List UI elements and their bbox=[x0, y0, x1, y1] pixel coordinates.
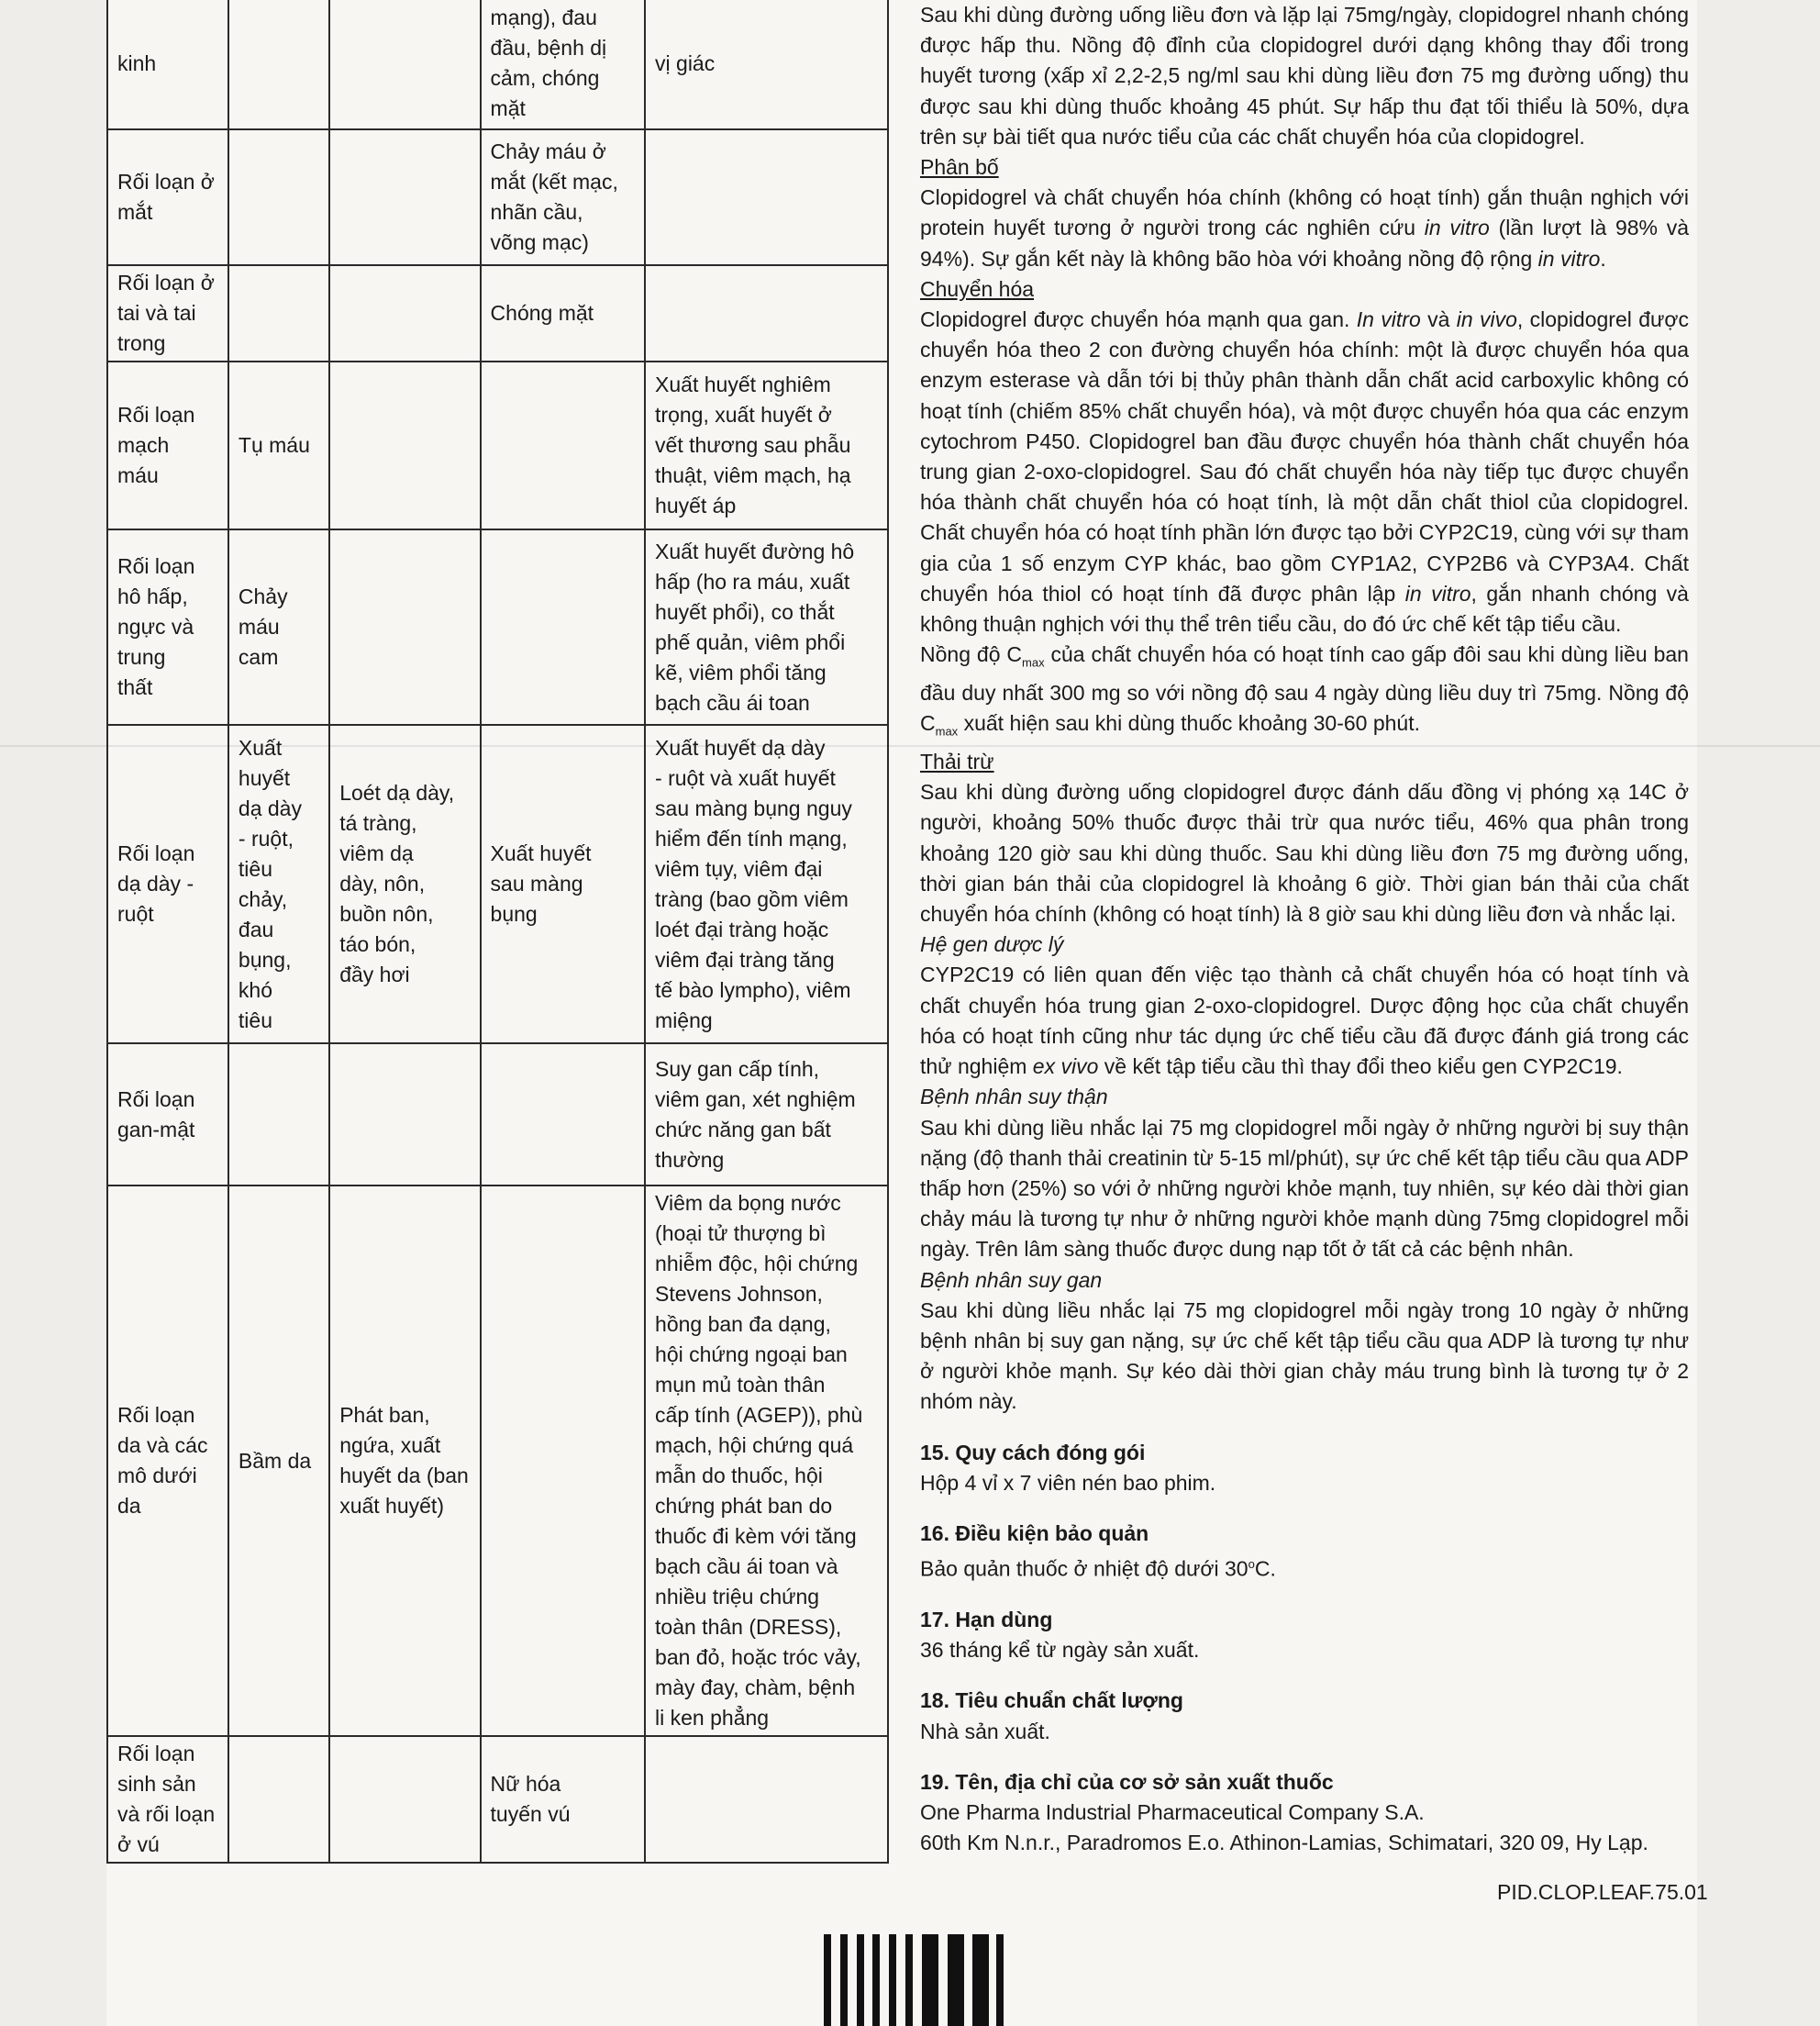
section-19-heading: 19. Tên, địa chỉ của cơ sở sản xuất thuốc bbox=[920, 1769, 1334, 1794]
organ-system-cell bbox=[107, 529, 228, 725]
frequency-cell bbox=[481, 1043, 645, 1186]
organ-system-cell bbox=[107, 0, 228, 129]
cell-text: mạng), đau đầu, bệnh dị cảm, chóng mặt bbox=[490, 6, 607, 120]
renal-paragraph: Sau khi dùng liều nhắc lại 75 mg clopidogrel mỗi ngày ở những người bị suy thận nặng (độ thanh thải creatinin từ 5-15 ml/phút), sự ức chế kết tập tiểu cầu qua ADP thấp hơn (25%) so với ở những người khỏe mạnh, tuy nhiên, sự kéo dài thời gian chảy máu là tương tự như ở những người khỏe mạnh dùng 75mg clopidogrel mỗi ngày. Trên lâm sàng thuốc được dung nạp tốt ở tất cả các bệnh nhân. bbox=[920, 1115, 1689, 1262]
frequency-cell bbox=[645, 725, 888, 1043]
table-body bbox=[107, 0, 888, 1863]
section-17-heading: 17. Hạn dùng bbox=[920, 1608, 1053, 1631]
table-row bbox=[107, 362, 888, 529]
cell-text: Bầm da bbox=[238, 1448, 312, 1473]
renal-heading: Bệnh nhân suy thận bbox=[920, 1085, 1108, 1109]
table-row bbox=[107, 0, 888, 129]
cell-text: Tụ máu bbox=[238, 433, 310, 457]
frequency-cell bbox=[645, 1736, 888, 1863]
organ-system-cell bbox=[107, 129, 228, 265]
cell-text: Rối loạn mạch máu bbox=[117, 403, 195, 487]
frequency-cell bbox=[481, 1186, 645, 1736]
cell-text: Chảy máu ở mắt (kết mạc, nhãn cầu, võng mạc) bbox=[490, 139, 618, 254]
distribution-paragraph: Clopidogrel và chất chuyển hóa chính (không có hoạt tính) gắn thuận nghịch với protein huyết tương ở người trong các nghiên cứu in vitro (lần lượt là 98% và 94%). Sự gắn kết này là không bão hòa với khoảng nồng độ rộng in vitro. bbox=[920, 185, 1690, 271]
cell-text: Xuất huyết dạ dày - ruột, tiêu chảy, đau bụng, khó tiêu bbox=[238, 735, 302, 1032]
table-row bbox=[107, 529, 888, 725]
section-18-body: Nhà sản xuất. bbox=[920, 1719, 1050, 1743]
paper-shade-left bbox=[0, 0, 106, 2026]
section-16-body: Bảo quản thuốc ở nhiệt độ dưới 30$^o$C. bbox=[920, 1556, 1276, 1581]
table-row bbox=[107, 129, 888, 265]
frequency-cell bbox=[228, 265, 329, 362]
side-effects-table bbox=[106, 0, 889, 1864]
frequency-cell bbox=[645, 529, 888, 725]
frequency-cell bbox=[329, 529, 480, 725]
distribution-heading: Phân bố bbox=[920, 155, 999, 180]
absorption-paragraph: Sau khi dùng đường uống liều đơn và lặp lại 75mg/ngày, clopidogrel nhanh chóng được hấp thu. Nồng độ đỉnh của clopidogrel dưới dạng không thay đổi trong huyết tương (xấp xỉ 2,2-2,5 ng/ml sau khi dùng liều đơn 75 mg đường uống) thu được sau khi dùng thuốc khoảng 45 phút. Sự hấp thu đạt tối thiểu là 50%, dựa trên sự bài tiết qua nước tiểu của các chất chuyển hóa của clopidogrel. bbox=[920, 3, 1689, 149]
section-17-body: 36 tháng kể từ ngày sản xuất. bbox=[920, 1638, 1200, 1663]
organ-system-cell bbox=[107, 1186, 228, 1736]
organ-system-cell bbox=[107, 1736, 228, 1863]
section-15-body: Hộp 4 vỉ x 7 viên nén bao phim. bbox=[920, 1470, 1216, 1495]
document-code: PID.CLOP.LEAF.75.01 bbox=[1497, 1880, 1708, 1904]
frequency-cell bbox=[329, 725, 480, 1043]
cell-text: Suy gan cấp tính, viêm gan, xét nghiệm chức năng gan bất thường bbox=[655, 1056, 856, 1172]
frequency-cell bbox=[645, 265, 888, 362]
frequency-cell bbox=[228, 129, 329, 265]
frequency-cell bbox=[228, 1186, 329, 1736]
section-18-heading: 18. Tiêu chuẩn chất lượng bbox=[920, 1688, 1183, 1713]
metabolism-heading: Chuyển hóa bbox=[920, 276, 1035, 301]
section-15-heading: 15. Quy cách đóng gói bbox=[920, 1440, 1146, 1464]
paper-shade-right bbox=[1697, 0, 1820, 2026]
frequency-cell bbox=[329, 265, 480, 362]
elimination-paragraph: Sau khi dùng đường uống clopidogrel được đánh dấu đồng vị phóng xạ 14C ở người, khoảng 50% thuốc được thải trừ qua nước tiểu, 46% qua phân trong khoảng 120 giờ sau khi dùng thuốc. Sau khi dùng liều đơn 75 mg đường uống, thời gian bán thải của clopidogrel là khoảng 6 giờ. Thời gian bán thải của chất chuyển hóa chính (không có hoạt tính) là 8 giờ sau khi dùng liều đơn và nhắc lại. bbox=[920, 780, 1689, 927]
cell-text: vị giác bbox=[655, 50, 716, 75]
frequency-cell bbox=[329, 0, 480, 129]
cell-text: Rối loạn ở mắt bbox=[117, 170, 215, 224]
pharmacogenetics-paragraph: CYP2C19 có liên quan đến việc tạo thành cả chất chuyển hóa có hoạt tính và chất chuyển hóa trung gian 2-oxo-clopidogrel. Dược động học của chất chuyển hóa có hoạt tính cũng như tác dụng ức chế tiểu cầu đã được đánh giá trong các thử nghiệm ex vivo về kết tập tiểu cầu thì thay đổi theo kiểu gen CYP2C19. bbox=[920, 963, 1689, 1079]
frequency-cell bbox=[329, 1736, 480, 1863]
frequency-cell bbox=[645, 1043, 888, 1186]
cell-text: Xuất huyết đường hô hấp (ho ra máu, xuất huyết phổi), co thắt phế quản, viêm phổi kẽ, viêm phổi tăng bạch cầu ái toan bbox=[655, 539, 855, 715]
pharmacogenetics-heading: Hệ gen dược lý bbox=[920, 932, 1064, 957]
frequency-cell bbox=[481, 129, 645, 265]
frequency-cell bbox=[481, 0, 645, 129]
frequency-cell bbox=[645, 362, 888, 529]
frequency-cell bbox=[228, 1736, 329, 1863]
cell-text: Loét dạ dày, tá tràng, viêm dạ dày, nôn, buồn nôn, táo bón, đầy hơi bbox=[339, 781, 455, 986]
cell-text: Xuất huyết sau màng bụng bbox=[490, 841, 592, 926]
frequency-cell bbox=[329, 362, 480, 529]
cell-text: Rối loạn gan-mật bbox=[117, 1086, 195, 1141]
cell-text: kinh bbox=[117, 50, 157, 75]
frequency-cell bbox=[228, 362, 329, 529]
hepatic-paragraph: Sau khi dùng liều nhắc lại 75 mg clopidogrel mỗi ngày trong 10 ngày ở những bệnh nhân bị suy gan nặng, sự ức chế kết tập tiểu cầu qua ADP là tương tự như ở người khỏe mạnh. Sự kéo dài thời gian chảy máu trung bình là tương tự ở 2 nhóm này. bbox=[920, 1297, 1689, 1414]
organ-system-cell bbox=[107, 1043, 228, 1186]
frequency-cell bbox=[228, 1043, 329, 1186]
cell-text: Chảy máu cam bbox=[238, 584, 288, 669]
barcode-image bbox=[824, 1934, 1004, 2026]
section-16-heading: 16. Điều kiện bảo quản bbox=[920, 1520, 1149, 1545]
manufacturer-name: One Pharma Industrial Pharmaceutical Company S.A. bbox=[920, 1800, 1425, 1825]
frequency-cell bbox=[481, 265, 645, 362]
cell-text: Nữ hóa tuyến vú bbox=[490, 1772, 571, 1826]
frequency-cell bbox=[329, 129, 480, 265]
frequency-cell bbox=[645, 1186, 888, 1736]
frequency-cell bbox=[481, 725, 645, 1043]
frequency-cell bbox=[645, 0, 888, 129]
cell-text: Rối loạn da và các mô dưới da bbox=[117, 1403, 208, 1518]
pharmacokinetics-text bbox=[920, 0, 1689, 1858]
cell-text: Rối loạn ở tai và tai trong bbox=[117, 271, 215, 355]
frequency-cell bbox=[481, 1736, 645, 1863]
organ-system-cell bbox=[107, 265, 228, 362]
frequency-cell bbox=[645, 129, 888, 265]
frequency-cell bbox=[228, 0, 329, 129]
table-row bbox=[107, 1736, 888, 1863]
cell-text: Xuất huyết nghiêm trọng, xuất huyết ở vết thương sau phẫu thuật, viêm mạch, hạ huyết áp bbox=[655, 373, 851, 518]
table-row bbox=[107, 265, 888, 362]
cell-text: Viêm da bọng nước (hoại tử thượng bì nhiễm độc, hội chứng Stevens Johnson, hồng ban đa dạng, hội chứng ngoại ban mụn mủ toàn thân cấp tính (AGEP)), phù mạch, hội chứng quá mẫn do thuốc, hội chứng phát ban do thuốc đi kèm với tăng bạch cầu ái toan và nhiều triệu chứng toàn thân (DRESS), ban đỏ, hoặc tróc vảy, mày đay, chàm, bệnh li ken phẳng bbox=[655, 1191, 863, 1730]
frequency-cell bbox=[481, 362, 645, 529]
cell-text: Phát ban, ngứa, xuất huyết da (ban xuất huyết) bbox=[339, 1403, 469, 1518]
elimination-heading: Thải trừ bbox=[920, 750, 994, 774]
cell-text: Chóng mặt bbox=[490, 301, 594, 325]
manufacturer-address: 60th Km N.n.r., Paradromos E.o. Athinon-Lamias, Schimatari, 320 09, Hy Lạp. bbox=[920, 1831, 1648, 1855]
cell-text: Xuất huyết dạ dày - ruột và xuất huyết sau màng bụng nguy hiểm đến tính mạng, viêm tụy, viêm đại tràng (bao gồm viêm loét đại tràng hoặc viêm đại tràng tăng tế bào lympho), viêm miệng bbox=[655, 735, 852, 1032]
cell-text: Rối loạn dạ dày - ruột bbox=[117, 841, 195, 926]
hepatic-heading: Bệnh nhân suy gan bbox=[920, 1267, 1103, 1292]
frequency-cell bbox=[329, 1043, 480, 1186]
table-row bbox=[107, 1043, 888, 1186]
table-row bbox=[107, 1186, 888, 1736]
frequency-cell bbox=[481, 529, 645, 725]
organ-system-cell bbox=[107, 725, 228, 1043]
table-row bbox=[107, 725, 888, 1043]
frequency-cell bbox=[228, 725, 329, 1043]
metabolism-paragraph: Clopidogrel được chuyển hóa mạnh qua gan. In vitro và in vivo, clopidogrel được chuyển hóa theo 2 con đường chuyển hóa chính: một là được chuyển hóa qua enzym esterase và dẫn tới bị thủy phân thành dẫn chất acid carboxylic không có hoạt tính (chiếm 85% chất chuyển hóa), và một được chuyển hóa qua các enzym cytochrom P450. Clopidogrel ban đầu được chuyển hóa thành chất chuyển hóa trung gian 2-oxo-clopidogrel. Sau đó chất chuyển hóa này tiếp tục được chuyển hóa thành chất chuyển hóa có hoạt tính, là một dẫn chất thiol của clopidogrel. Chất chuyển hóa có hoạt tính phần lớn được tạo bởi CYP2C19, cùng với sự tham gia của 1 số enzym CYP khác, bao gồm CYP1A2, CYP2B6 và CYP3A4. Chất chuyển hóa thiol có hoạt tính đã được phân lập in vitro, gắn nhanh chóng và không thuận nghịch với thụ thể trên tiểu cầu, do đó ức chế kết tập tiểu cầu. bbox=[920, 307, 1689, 637]
organ-system-cell bbox=[107, 362, 228, 529]
frequency-cell bbox=[329, 1186, 480, 1736]
cell-text: Rối loạn sinh sản và rối loạn ở vú bbox=[117, 1742, 216, 1856]
frequency-cell bbox=[228, 529, 329, 725]
cell-text: Rối loạn hô hấp, ngực và trung thất bbox=[117, 554, 195, 699]
cmax-paragraph: Nồng độ $C_{max}$ của chất chuyển hóa có hoạt tính cao gấp đôi sau khi dùng liều ban đầu duy nhất 300 mg so với nồng độ sau 4 ngày dùng liều duy trì 75mg. Nồng độ $C_{max}$ xuất hiện sau khi dùng thuốc khoảng 30-60 phút. bbox=[920, 642, 1689, 739]
